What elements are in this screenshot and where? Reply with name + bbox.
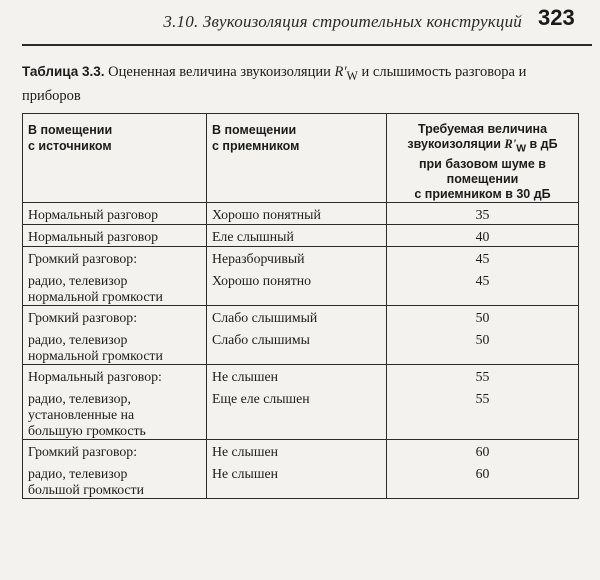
receiver-cell <box>207 246 387 305</box>
value-cell-text: 60 <box>475 465 490 481</box>
receiver-cell <box>207 305 387 364</box>
page-number: 323 <box>538 5 575 30</box>
receiver-cell-text: Неразборчивый <box>212 250 305 266</box>
value-cell-text: 45 <box>475 272 490 288</box>
header-symbol-sub: W <box>516 143 527 155</box>
line-spacer <box>392 407 573 423</box>
receiver-cell-text: Не слышен <box>212 443 278 459</box>
value-cell-text: 40 <box>475 228 490 244</box>
receiver-cell <box>207 202 387 224</box>
header-source-line: с источником <box>28 139 112 153</box>
table-row <box>23 305 579 364</box>
value-cell <box>387 439 579 498</box>
source-cell-text: Нормальный разговор <box>28 206 158 222</box>
receiver-cell-text: Хорошо понятный <box>212 206 321 222</box>
receiver-cell-text: Не слышен <box>212 465 278 481</box>
receiver-cell-text: Не слышен <box>212 368 278 384</box>
value-cell-text: 50 <box>475 331 490 347</box>
source-cell <box>23 224 207 246</box>
value-cell-text: 55 <box>475 368 490 384</box>
header-required-text: звукоизоляции <box>407 137 501 151</box>
source-cell-text: Нормальный разговор <box>28 228 158 244</box>
line-spacer <box>392 423 573 439</box>
receiver-cell-text: Еле слышный <box>212 228 294 244</box>
value-cell-text: 55 <box>475 390 490 406</box>
table-row <box>23 224 579 246</box>
running-head: 3.10. Звукоизоляция строительных конструкций <box>163 12 522 31</box>
header-receiver-line: с приемником <box>212 139 300 153</box>
source-cell-text: радио, телевизор <box>28 331 128 347</box>
data-table <box>22 113 579 499</box>
receiver-cell <box>207 224 387 246</box>
source-cell <box>23 439 207 498</box>
line-spacer <box>212 289 381 305</box>
header-symbol: R' <box>504 137 517 151</box>
header-required-line: с приемником в 30 дБ <box>414 186 551 201</box>
caption-text-after: и слышимость разговора и приборов <box>22 64 527 104</box>
source-cell-text: Громкий разговор: <box>28 250 138 266</box>
source-cell <box>23 364 207 439</box>
receiver-cell <box>207 439 387 498</box>
receiver-cell-text: Слабо слышимый <box>212 309 318 325</box>
table-row <box>23 364 579 439</box>
header-receiver <box>207 114 387 203</box>
receiver-cell-text: Еще еле слышен <box>212 390 310 406</box>
table-header-row <box>23 114 579 203</box>
table-row <box>23 246 579 305</box>
source-cell <box>23 202 207 224</box>
caption-symbol: R' <box>334 64 347 80</box>
value-cell-text: 60 <box>475 443 490 459</box>
source-cell-text: радио, телевизор <box>28 465 128 481</box>
header-required-line: при базовом шуме в помещении <box>419 156 546 186</box>
header-required-insulation <box>387 114 579 203</box>
value-cell-text: 45 <box>475 250 490 266</box>
source-cell-text: радио, телевизор <box>28 272 128 288</box>
value-cell <box>387 246 579 305</box>
source-cell-text: Громкий разговор: <box>28 309 138 325</box>
value-cell-text: 50 <box>475 309 490 325</box>
source-cell-text: большую громкость <box>28 422 146 438</box>
value-cell <box>387 364 579 439</box>
line-spacer <box>212 423 381 439</box>
source-cell <box>23 246 207 305</box>
line-spacer <box>392 482 573 498</box>
header-required-line: Требуемая величина <box>417 122 548 136</box>
table-row <box>23 439 579 498</box>
source-cell-text: Нормальный разговор: <box>28 368 162 384</box>
receiver-cell-text: Хорошо понятно <box>212 272 312 288</box>
line-spacer <box>212 348 381 364</box>
source-cell-text: радио, телевизор, <box>28 390 131 406</box>
line-spacer <box>212 407 381 423</box>
caption-symbol-sub: W <box>346 68 358 83</box>
caption-text-before: Оцененная величина звукоизоляции <box>108 64 331 80</box>
table-body <box>23 202 579 498</box>
source-cell-text: нормальной громкости <box>28 347 163 363</box>
value-cell-text: 35 <box>475 206 490 222</box>
table-row <box>23 202 579 224</box>
source-cell-text: нормальной громкости <box>28 288 163 304</box>
caption-label: Таблица 3.3. <box>22 64 105 79</box>
receiver-cell <box>207 364 387 439</box>
source-cell-text: Громкий разговор: <box>28 443 138 459</box>
header-required-line <box>392 137 573 157</box>
source-cell-text: большой громкости <box>28 481 144 497</box>
receiver-cell-text: Слабо слышимы <box>212 331 310 347</box>
table-caption <box>22 62 582 106</box>
header-required-unit: в дБ <box>529 137 558 151</box>
header-source-line: В помещении <box>28 123 113 137</box>
value-cell <box>387 305 579 364</box>
line-spacer <box>392 289 573 305</box>
line-spacer <box>392 348 573 364</box>
source-cell-text: установленные на <box>28 406 135 422</box>
value-cell <box>387 202 579 224</box>
value-cell <box>387 224 579 246</box>
source-cell <box>23 305 207 364</box>
header-source <box>23 114 207 203</box>
line-spacer <box>212 482 381 498</box>
header-receiver-line: В помещении <box>212 123 297 137</box>
header-rule <box>22 44 592 46</box>
